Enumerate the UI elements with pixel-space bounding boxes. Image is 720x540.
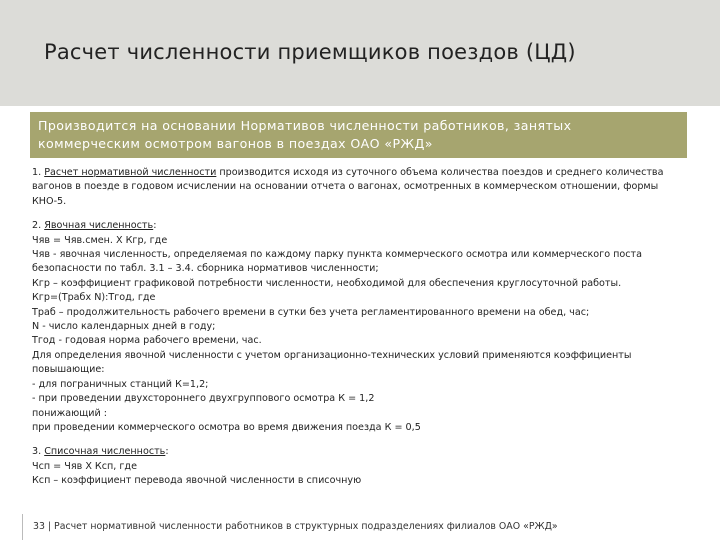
banner-line-1: Производится на основании Нормативов численности работников, занятых [38, 118, 572, 133]
basis-banner [30, 112, 687, 158]
payroll-headcount-link[interactable]: Списочная численность [44, 446, 166, 458]
section-attendance-headcount: 2. Явочная численность: Чяв = Чяв.смен. Х Кгр, где Чяв - явочная численность, определяемая по каждому парку пункта коммерческого осмотра или коммерческого поста безопасности по табл. 3.1 – 3.4. сборника нормативов численности; Кгр – коэффициент графиковой потребности численности, необходимой для обеспечения круглосуточной работы. Кгр=(Трабх N):Тгод, где Траб – продолжительность рабочего времени в сутки без учета регламентированного времени на обед, час; N - число календарных дней в году; Тгод - годовая норма рабочего времени, час. Для определения явочной численности с учетом организационно-технических условий применяются коэффициенты повышающие: - для пограничных станций К=1,2; - при проведении двухстороннего двухгруппового осмотра К = 1,2 понижающий : при проведении коммерческого осмотра во время движения поезда К = 0,5 [32, 220, 643, 433]
section-payroll-headcount: 3. Списочная численность: Чсп = Чяв Х Ксп, где Ксп – коэффициент перевода явочной численности в списочную [32, 446, 362, 487]
footer-divider [22, 514, 23, 540]
footer-caption: 33 | Расчет нормативной численности работников в структурных подразделениях филиалов ОАО «РЖД» [33, 521, 558, 532]
attendance-headcount-link[interactable]: Явочная численность [44, 220, 154, 232]
page-title: Расчет численности приемщиков поездов (ЦД) [44, 40, 576, 64]
section-normative-calculation: 1. Расчет нормативной численности производится исходя из суточного объема количества поездов и среднего количества вагонов в поезде в годовом исчислении на основании отчета о вагонах, осмотренных в коммерческом отношении, формы КНО-5. [32, 167, 664, 207]
banner-line-2: коммерческим осмотром вагонов в поездах ОАО «РЖД» [38, 136, 433, 151]
content-body [32, 166, 692, 499]
normative-calculation-link[interactable]: Расчет нормативной численности [44, 167, 217, 178]
